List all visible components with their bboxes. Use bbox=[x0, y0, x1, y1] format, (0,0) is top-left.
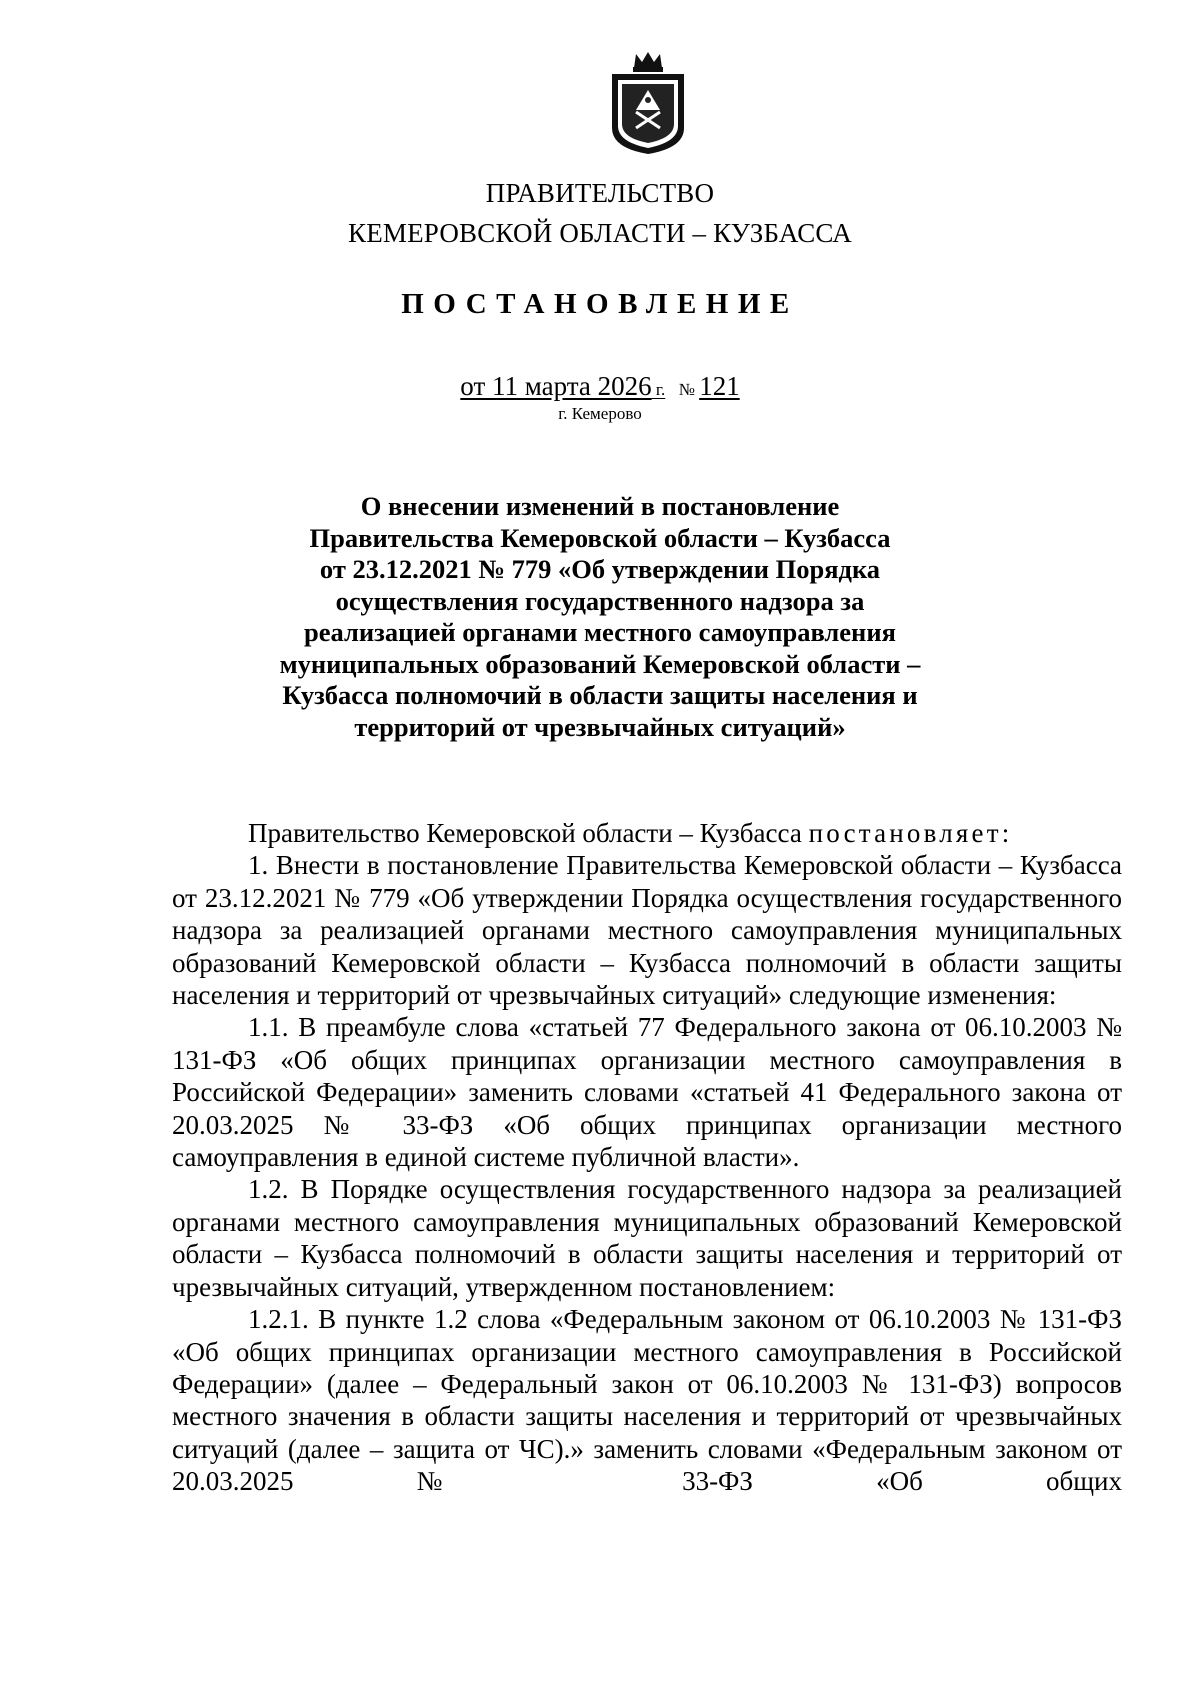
heading-line: О внесении изменений в постановление bbox=[360, 491, 840, 521]
heading-line: реализацией органами местного самоуправления bbox=[304, 617, 896, 647]
city: г. Кемерово bbox=[558, 404, 642, 423]
intro-paragraph bbox=[172, 817, 1122, 849]
heading-line: осуществления государственного надзора за bbox=[335, 585, 865, 616]
paragraph-1: 1. Внести в постановление Правительства Кемеровской области – Кузбасса от 23.12.2021 № 779 «Об утверждении Порядка осуществления государственного надзора за реализацией органами местного самоуправления муниципальных образований Кемеровской области – Кузбасса полномочий в области защиты населения и территорий от чрезвычайных ситуаций» следующие изменения: bbox=[172, 850, 1122, 1011]
document-body bbox=[172, 817, 1122, 1498]
org-name-line1: ПРАВИТЕЛЬСТВО bbox=[485, 178, 715, 208]
heading-line: от 23.12.2021 № 779 «Об утверждении Порядка bbox=[319, 554, 881, 584]
date-prefix: от bbox=[460, 371, 492, 401]
number-prefix: № bbox=[678, 380, 700, 399]
coat-of-arms-emblem-icon bbox=[606, 50, 690, 156]
heading-line: муниципальных образований Кемеровской области – bbox=[279, 648, 921, 679]
heading-line: Кузбасса полномочий в области защиты населения и bbox=[282, 680, 918, 710]
year-suffix: г. bbox=[651, 380, 666, 399]
heading-line: территорий от чрезвычайных ситуаций» bbox=[354, 711, 846, 742]
paragraph-1-1: 1.1. В преамбуле слова «статьей 77 Федерального закона от 06.10.2003 № 131-ФЗ «Об общих принципах организации местного самоуправления в Российской Федерации» заменить словами «статьей 41 Федерального закона от 20.03.2025 № 33-ФЗ «Об общих принципах организации местного самоуправления в единой системе публичной власти». bbox=[172, 1012, 1122, 1173]
document-number: 121 bbox=[699, 371, 740, 401]
heading-line: Правительства Кемеровской области – Кузбасса bbox=[309, 522, 891, 553]
paragraph-1-2-1: 1.2.1. В пункте 1.2 слова «Федеральным законом от 06.10.2003 № 131-ФЗ «Об общих принципах организации местного самоуправления в Российской Федерации» (далее – Федеральный закон от 06.10.2003 № 131-ФЗ) вопросов местного значения в области защиты населения и территорий от чрезвычайных ситуаций (далее – защита от ЧС).» заменить словами «Федеральным законом от 20.03.2025 № 33-ФЗ «Об общих bbox=[172, 1304, 1122, 1497]
paragraph-1-2: 1.2. В Порядке осуществления государственного надзора за реализацией органами местного самоуправления муниципальных образований Кемеровской области – Кузбасса полномочий в области защиты населения и территорий от чрезвычайных ситуаций, утвержденном постановлением: bbox=[172, 1174, 1122, 1302]
document-type: ПОСТАНОВЛЕНИЕ bbox=[401, 288, 799, 320]
document-date: 11 марта 2026 bbox=[492, 371, 652, 401]
intro-spaced-word: постановляет: bbox=[808, 818, 1013, 848]
date-number-line bbox=[0, 370, 1200, 406]
document-heading bbox=[0, 491, 1200, 743]
intro-text: Правительство Кемеровской области – Кузбасса bbox=[248, 818, 809, 848]
org-name-line2: КЕМЕРОВСКОЙ ОБЛАСТИ – КУЗБАССА bbox=[348, 218, 852, 248]
